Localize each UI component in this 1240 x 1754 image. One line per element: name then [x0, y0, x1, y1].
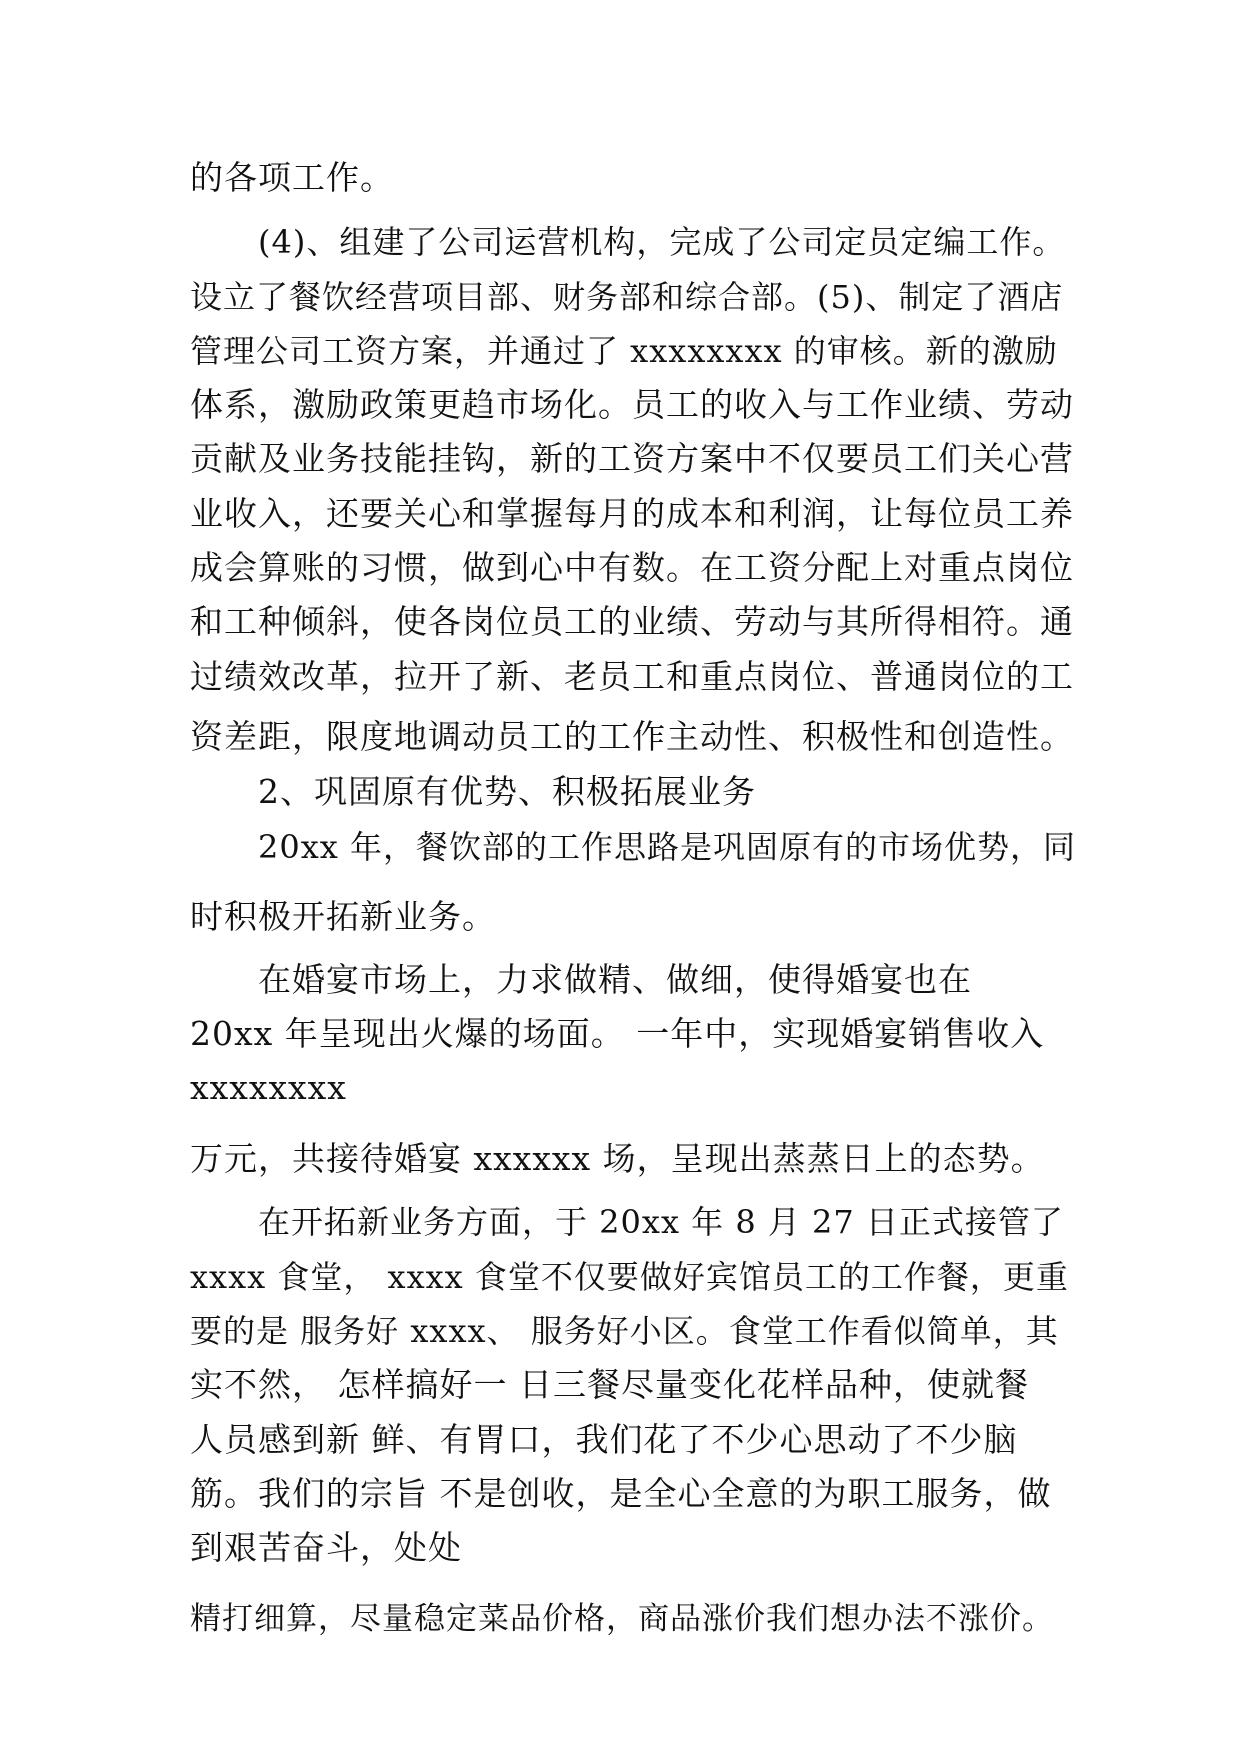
text-line: 的各项工作。 — [190, 158, 394, 197]
text-line: 成会算账的习惯，做到心中有数。在工资分配上对重点岗位 — [190, 548, 1074, 587]
text-line: 人员感到新 鲜、有胃口，我们花了不少心思动了不少脑 — [190, 1420, 1018, 1459]
text-line: 业收入，还要关心和掌握每月的成本和利润，让每位员工养 — [190, 494, 1074, 533]
text-line: 体系，激励政策更趋市场化。员工的收入与工作业绩、劳动 — [190, 385, 1074, 424]
text-line: 管理公司工资方案，并通过了 xxxxxxxx 的审核。新的激励 — [190, 332, 1058, 370]
text-line: 在开拓新业务方面，于 20xx 年 8 月 27 日正式接管了 — [258, 1203, 1064, 1241]
text-line: 20xx 年呈现出火爆的场面。 一年中，实现婚宴销售收入 — [190, 1014, 1045, 1053]
text-line: 资差距，限度地调动员工的工作主动性、积极性和创造性。 — [190, 717, 1074, 756]
text-line: 20xx 年，餐饮部的工作思路是巩固原有的市场优势，同 — [258, 828, 1076, 866]
text-line: 要的是 服务好 xxxx、 服务好小区。食堂工作看似简单，其 — [190, 1312, 1059, 1350]
text-line: 到艰苦奋斗，处处 — [190, 1528, 462, 1567]
text-line: 实不然， 怎样搞好一 日三餐尽量变化花样品种，使就餐 — [190, 1365, 1029, 1404]
text-line: 时积极开拓新业务。 — [190, 897, 496, 936]
text-line: 过绩效改革，拉开了新、老员工和重点岗位、普通岗位的工 — [190, 657, 1074, 696]
text-line: xxxxxxxx — [190, 1068, 347, 1107]
text-line: 筋。我们的宗旨 不是创收，是全心全意的为职工服务，做 — [190, 1474, 1052, 1513]
text-line: 设立了餐饮经营项目部、财务部和综合部。(5)、制定了酒店 — [190, 278, 1064, 316]
text-line: 精打细算，尽量稳定菜品价格，商品涨价我们想办法不涨价。 — [190, 1601, 1054, 1637]
text-line: 贡献及业务技能挂钩，新的工资方案中不仅要员工们关心营 — [190, 439, 1074, 478]
text-line: 万元，共接待婚宴 xxxxxx 场，呈现出蒸蒸日上的态势。 — [190, 1139, 1045, 1178]
text-line: 和工种倾斜，使各岗位员工的业绩、劳动与其所得相符。通 — [190, 602, 1074, 641]
section-heading: 2、巩固原有优势、积极拓展业务 — [258, 772, 756, 811]
text-line: xxxx 食堂， xxxx 食堂不仅要做好宾馆员工的工作餐，更重 — [190, 1258, 1069, 1296]
text-line: (4)、组建了公司运营机构，完成了公司定员定编工作。 — [258, 223, 1066, 261]
text-line: 在婚宴市场上，力求做精、做细，使得婚宴也在 — [258, 960, 972, 999]
